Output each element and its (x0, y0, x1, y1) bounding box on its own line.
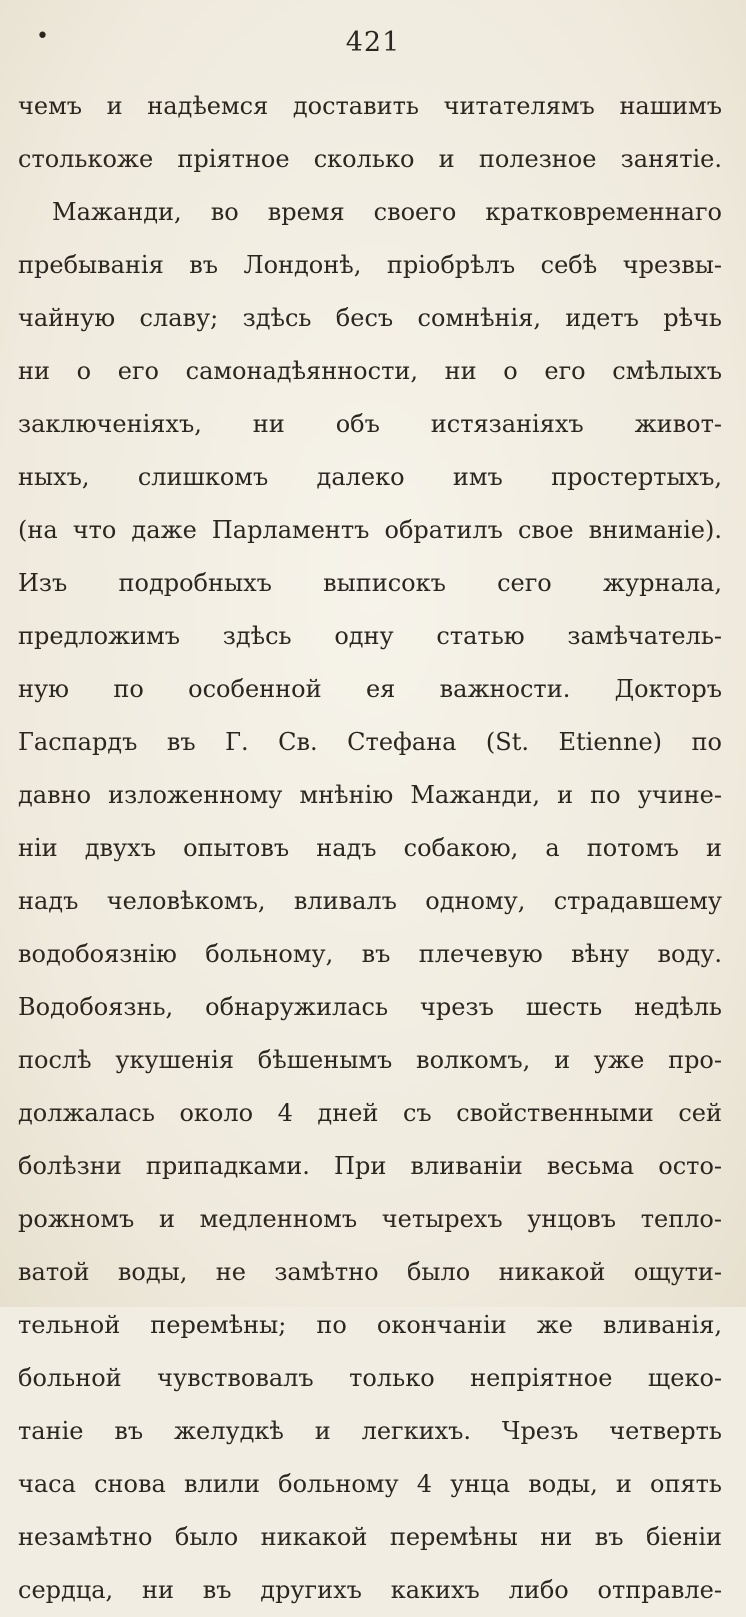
text-line: предложимъ здѣсь одну статью замѣчатель- (18, 622, 722, 650)
text-line: болѣзни припадками. При вливаніи весьма осто- (18, 1152, 722, 1180)
page-body-text (18, 80, 722, 1617)
text-line: рожномъ и медленномъ четырехъ унцовъ тепло- (18, 1205, 722, 1233)
text-line: Гаспардъ въ Г. Св. Стефана (St. Etienne) по (18, 728, 722, 756)
text-line: ныхъ, слишкомъ далеко имъ простертыхъ, (18, 463, 722, 491)
text-line: столькоже пріятное сколько и полезное занятіе. (18, 145, 722, 173)
text-line: Водобоязнь, обнаружилась чрезъ шесть недѣль (18, 993, 722, 1021)
text-line: заключеніяхъ, ни объ истязаніяхъ живот- (18, 410, 722, 438)
text-line: таніе въ желудкѣ и легкихъ. Чрезъ четверть (18, 1417, 722, 1445)
text-line: тельной перемѣны; по окончаніи же вливанія, (18, 1311, 722, 1339)
text-line: чайную славу; здѣсь бесъ сомнѣнія, идетъ рѣчь (18, 304, 722, 332)
text-line: больной чувствовалъ только непріятное щеко- (18, 1364, 722, 1392)
text-line: пребыванія въ Лондонѣ, пріобрѣлъ себѣ чрезвы- (18, 251, 722, 279)
text-line: надъ человѣкомъ, вливалъ одному, страдавшему (18, 887, 722, 915)
text-line: (на что даже Парламентъ обратилъ свое вниманіе). (18, 516, 722, 544)
text-line: должалась около 4 дней съ свойственными сей (18, 1099, 722, 1127)
text-line: ную по особенной ея важности. Докторъ (18, 675, 722, 703)
text-line: водобоязнію больному, въ плечевую вѣну воду. (18, 940, 722, 968)
text-line: часа снова влили больному 4 унца воды, и опять (18, 1470, 722, 1498)
text-line: послѣ укушенія бѣшенымъ волкомъ, и уже про- (18, 1046, 722, 1074)
text-line: сердца, ни въ другихъ какихъ либо отправле- (18, 1576, 722, 1604)
page-corner-mark: • (36, 24, 49, 49)
text-line: незамѣтно было никакой перемѣны ни въ біеніи (18, 1523, 722, 1551)
text-line: Изъ подробныхъ выписокъ сего журнала, (18, 569, 722, 597)
page-number: 421 (345, 27, 401, 58)
text-line: давно изложенному мнѣнію Мажанди, и по учине- (18, 781, 722, 809)
text-line: чемъ и надѣемся доставить читателямъ нашимъ (18, 92, 722, 120)
text-line: ни о его самонадѣянности, ни о его смѣлыхъ (18, 357, 722, 385)
paragraph-first-line: Мажанди, во время своего кратковременнаго (52, 198, 722, 226)
text-line: ніи двухъ опытовъ надъ собакою, а потомъ и (18, 834, 722, 862)
text-line: ватой воды, не замѣтно было никакой ощути- (18, 1258, 722, 1286)
